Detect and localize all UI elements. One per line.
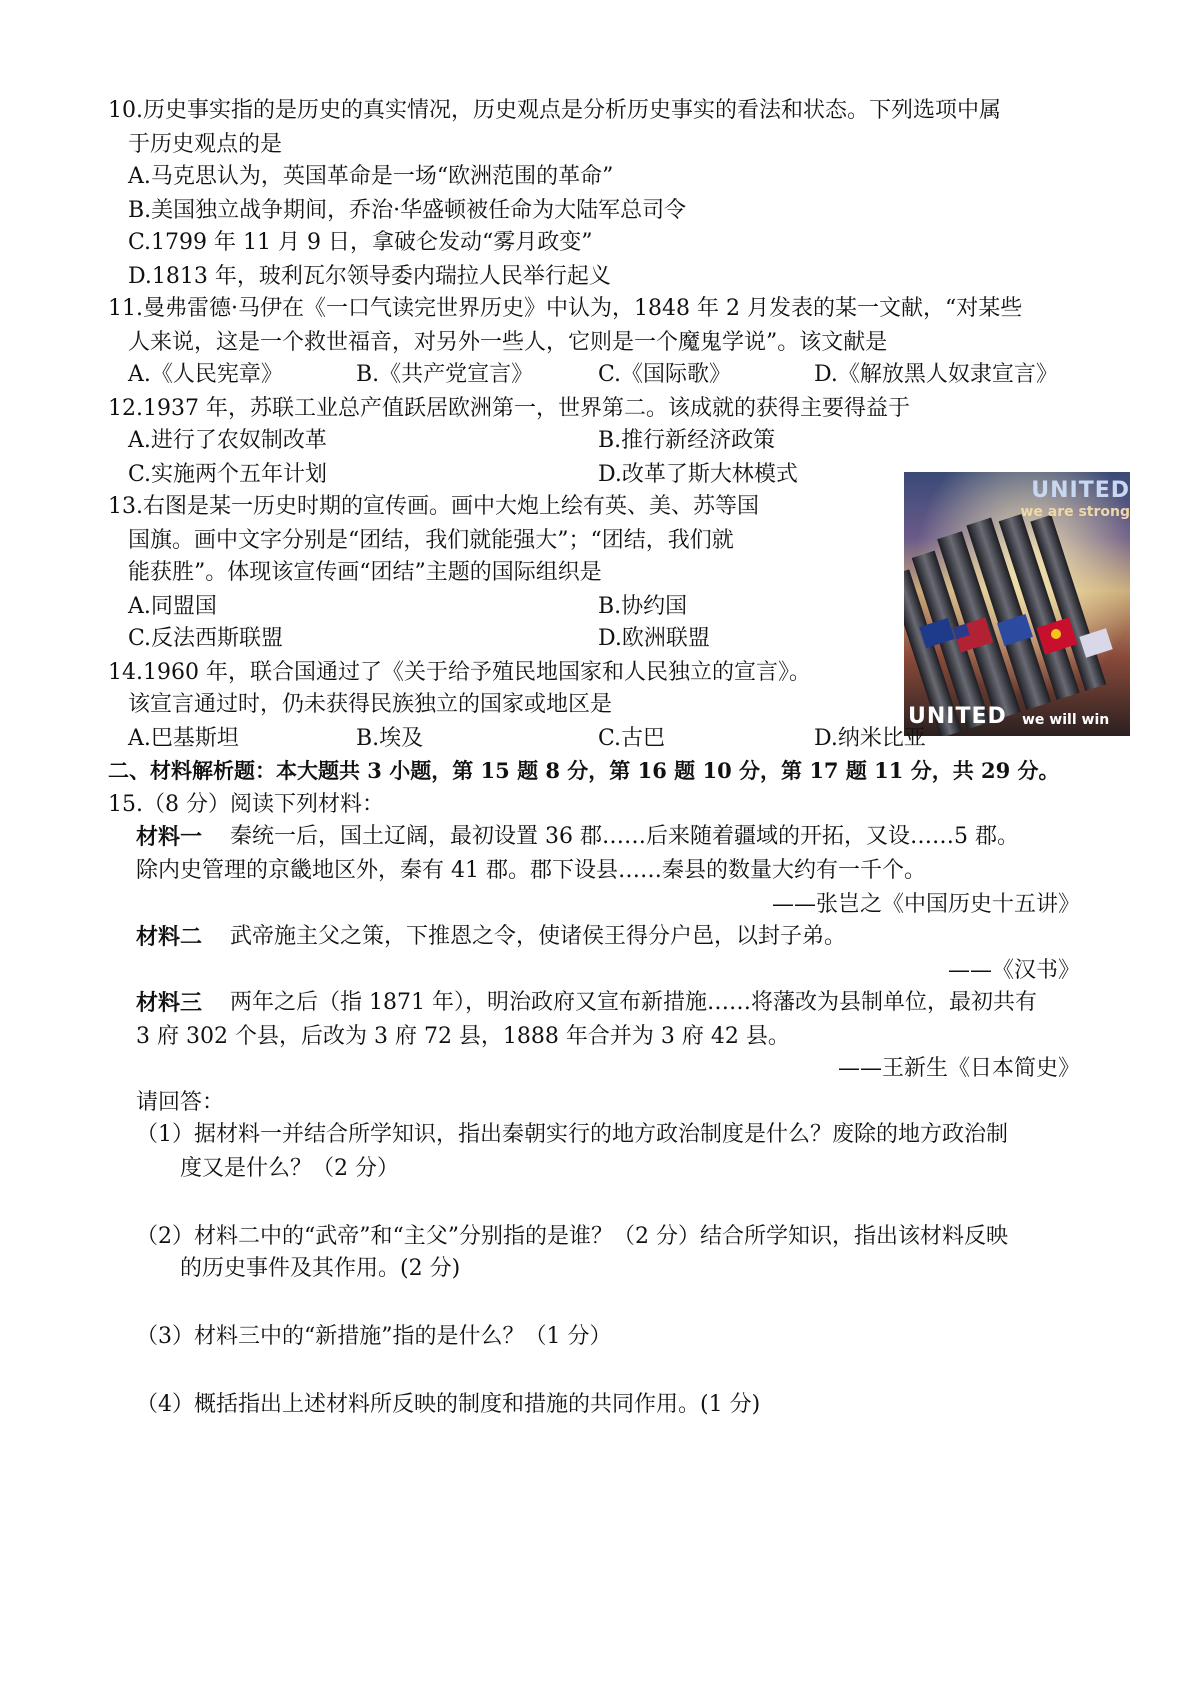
q14-option-c: C.古巴	[598, 726, 666, 751]
material-3-line2: 3 府 302 个县，后改为 3 府 72 县，1888 年合并为 3 府 42 县。	[136, 1024, 790, 1049]
poster-top-text: UNITED	[1031, 478, 1130, 503]
material-3-line1: 两年之后（指 1871 年），明治政府又宣布新措施……将藩改为县制单位，最初共有	[230, 990, 1037, 1015]
united-propaganda-poster-image	[904, 472, 1130, 736]
q11-stem-line2: 人来说，这是一个救世福音，对另外一些人，它则是一个魔鬼学说”。该文献是	[128, 330, 888, 355]
sub-question-2-line2: 的历史事件及其作用。(2 分)	[180, 1256, 461, 1281]
material-1-label: 材料一	[136, 824, 203, 850]
material-1-source: ——张岂之《中国历史十五讲》	[771, 892, 1080, 917]
q14-option-d: D.纳米比亚	[814, 726, 926, 751]
section-2-heading: 二、材料解析题：本大题共 3 小题，第 15 题 8 分，第 16 题 10 分，第 17 题 11 分，共 29 分。	[108, 758, 1060, 783]
q13-stem-line3: 能获胜”。体现该宣传画“团结”主题的国际组织是	[128, 560, 602, 585]
sub-question-2-line1: （2）材料二中的“武帝”和“主父”分别指的是谁？（2 分）结合所学知识，指出该材料反映	[136, 1224, 1008, 1249]
q10-option-b: B.美国独立战争期间，乔治·华盛顿被任命为大陆军总司令	[128, 198, 687, 223]
q13-stem-line2: 国旗。画中文字分别是“团结，我们就能强大”；“团结，我们就	[128, 528, 734, 553]
q13-stem-line1: 13.右图是某一历史时期的宣传画。画中大炮上绘有英、美、苏等国	[108, 494, 759, 519]
material-3-label: 材料三	[136, 990, 203, 1016]
material-1-line1: 秦统一后，国土辽阔，最初设置 36 郡……后来随着疆域的开拓，又设……5 郡。	[230, 824, 1019, 849]
q13-option-c: C.反法西斯联盟	[128, 626, 284, 651]
q11-stem-line1: 11.曼弗雷德·马伊在《一口气读完世界历史》中认为，1848 年 2 月发表的某一文献，“对某些	[108, 296, 1023, 321]
q12-option-b: B.推行新经济政策	[598, 428, 776, 453]
material-2-label: 材料二	[136, 924, 203, 950]
q14-option-a: A.巴基斯坦	[128, 726, 239, 751]
q12-option-c: C.实施两个五年计划	[128, 462, 328, 487]
q11-option-c: C.《国际歌》	[598, 362, 732, 387]
poster-bottom-subtext: we will win	[1022, 712, 1110, 728]
material-2-source: ——《汉书》	[947, 958, 1080, 983]
q10-stem-line1: 10.历史事实指的是历史的真实情况，历史观点是分析历史事实的看法和状态。下列选项中属	[108, 98, 1001, 123]
sub-question-1-line1: （1）据材料一并结合所学知识，指出秦朝实行的地方政治制度是什么？废除的地方政治制	[136, 1122, 1009, 1147]
q12-stem: 12.1937 年，苏联工业总产值跃居欧洲第一，世界第二。该成就的获得主要得益于	[108, 396, 910, 421]
q12-option-a: A.进行了农奴制改革	[128, 428, 327, 453]
q10-option-a: A.马克思认为，英国革命是一场“欧洲范围的革命”	[128, 164, 614, 189]
answer-prompt: 请回答：	[136, 1090, 225, 1115]
sub-question-1-line2: 度又是什么？（2 分）	[180, 1156, 399, 1181]
material-3-source: ——王新生《日本简史》	[837, 1056, 1080, 1081]
q14-option-b: B.埃及	[356, 726, 424, 751]
q13-option-b: B.协约国	[598, 594, 688, 619]
poster-top-subtext: we are strong	[1020, 504, 1130, 520]
q14-stem-line2: 该宣言通过时，仍未获得民族独立的国家或地区是	[128, 692, 613, 717]
q10-stem-line2: 于历史观点的是	[128, 132, 283, 157]
q10-option-c: C.1799 年 11 月 9 日，拿破仑发动“雾月政变”	[128, 230, 593, 255]
material-2-line1: 武帝施主父之策，下推恩之令，使诸侯王得分户邑，以封子弟。	[230, 924, 847, 949]
q13-option-a: A.同盟国	[128, 594, 217, 619]
q11-option-b: B.《共产党宣言》	[356, 362, 534, 387]
q10-option-d: D.1813 年，玻利瓦尔领导委内瑞拉人民举行起义	[128, 264, 611, 289]
q15-stem: 15.（8 分）阅读下列材料：	[108, 792, 384, 817]
q11-option-a: A.《人民宪章》	[128, 362, 283, 387]
sub-question-4: （4）概括指出上述材料所反映的制度和措施的共同作用。(1 分)	[136, 1392, 761, 1417]
q14-stem-line1: 14.1960 年，联合国通过了《关于给予殖民地国家和人民独立的宣言》。	[108, 660, 811, 685]
q12-option-d: D.改革了斯大林模式	[598, 462, 798, 487]
sub-question-3: （3）材料三中的“新措施”指的是什么？（1 分）	[136, 1324, 612, 1349]
q13-option-d: D.欧洲联盟	[598, 626, 710, 651]
poster-bottom-text: UNITED	[908, 704, 1007, 729]
material-1-line2: 除内史管理的京畿地区外，秦有 41 郡。郡下设县……秦县的数量大约有一千个。	[136, 858, 926, 883]
q11-option-d: D.《解放黑人奴隶宣言》	[814, 362, 1058, 387]
